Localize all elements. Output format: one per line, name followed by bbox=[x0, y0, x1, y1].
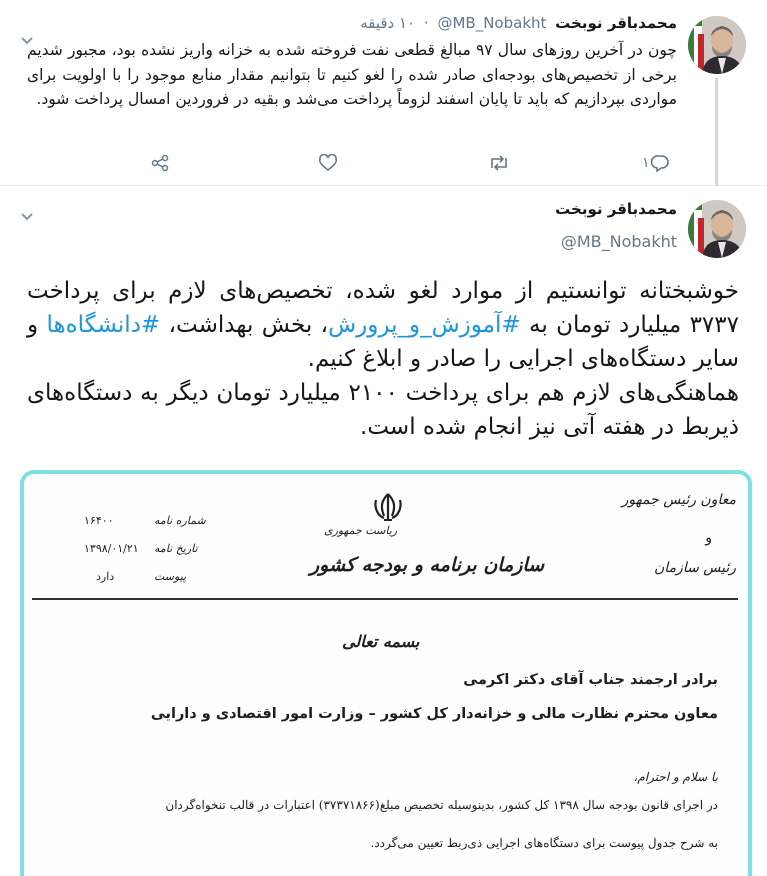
tweet-text-part: هماهنگی‌های لازم هم برای پرداخت ۲۱۰۰ میلیارد تومان دیگر به دستگاه‌های ذیربط در هفته آتی نیز انجام شده است. bbox=[27, 380, 739, 440]
reply-count: ۱ bbox=[642, 155, 650, 171]
tweet-text-part: خوشبختانه توانستیم از موارد لغو شده، تخصیص‌های لازم برای پرداخت ۳۷۳۷ میلیارد تومان به bbox=[27, 278, 739, 338]
like-icon bbox=[318, 154, 338, 172]
tweet-text-part: ، بخش بهداشت، bbox=[160, 312, 329, 338]
like-button[interactable] bbox=[318, 148, 338, 178]
letterhead-organization: سازمان برنامه و بودجه کشور bbox=[310, 554, 545, 576]
retweet-button[interactable] bbox=[488, 148, 510, 178]
caret-down-icon[interactable] bbox=[20, 212, 34, 222]
letter-attachment-value: دارد bbox=[96, 570, 115, 583]
author-name[interactable]: محمدباقر نوبخت bbox=[555, 200, 677, 218]
author-handle[interactable]: @MB_Nobakht bbox=[560, 232, 677, 251]
letterhead-presidency: ریاست جمهوری bbox=[324, 524, 398, 537]
tweet-text: چون در آخرین روزهای سال ۹۷ مبالغ قطعی نفت فروخته شده به خزانه واریز نشده بود، مجبور شدیم برخی از تخصیص‌های بودجه‌ای صادر شده را لغو کنیم تا بتوانیم مقدار منابع موجود را با اولویت برای مواردی بپردازیم که باید تا پایان اسفند لزوماً پرداخت می‌شد و بقیه در فروردین امسال پرداخت شود. bbox=[27, 41, 677, 108]
hashtag-universities[interactable]: #دانشگاه‌ها bbox=[46, 312, 161, 338]
caret-down-icon[interactable] bbox=[20, 36, 34, 46]
letterhead-vice-president: معاون رئیس جمهور bbox=[621, 492, 736, 508]
share-button[interactable] bbox=[150, 148, 170, 178]
reply-icon bbox=[650, 154, 670, 172]
iran-emblem-icon bbox=[372, 492, 404, 522]
letter-bismillah: بسمه تعالی bbox=[342, 632, 420, 651]
separator: · bbox=[423, 14, 429, 32]
tweet-text bbox=[27, 274, 739, 444]
tweet-text-part: و سایر دستگاه‌های اجرایی را صادر و ابلاغ کنیم. bbox=[27, 312, 739, 372]
tweet-header bbox=[360, 14, 677, 32]
avatar-icon bbox=[688, 200, 746, 258]
letter-paragraph: به شرح جدول پیوست برای دستگاه‌های اجرایی ذی‌ربط تعیین می‌گردد. bbox=[370, 836, 718, 850]
share-icon bbox=[150, 154, 170, 172]
letter-number-label: شماره نامه bbox=[154, 514, 206, 527]
avatar[interactable] bbox=[688, 200, 746, 258]
letter-number-value: ۱۶۴۰۰ bbox=[84, 514, 114, 527]
letter-date-label: تاریخ نامه bbox=[154, 542, 198, 555]
avatar-icon bbox=[688, 16, 746, 74]
author-handle[interactable]: @MB_Nobakht bbox=[437, 14, 547, 32]
official-letter bbox=[24, 474, 748, 874]
timestamp[interactable]: ۱۰ دقیقه bbox=[360, 14, 416, 32]
author-name[interactable]: محمدباقر نوبخت bbox=[555, 14, 677, 32]
letter-recipient: برادر ارجمند جناب آقای دکتر اکرمی bbox=[463, 672, 718, 688]
letter-date-value: ۱۳۹۸/۰۱/۲۱ bbox=[84, 542, 139, 555]
letter-recipient-title: معاون محترم نظارت مالی و خزانه‌دار کل کشور – وزارت امور اقتصادی و دارایی bbox=[150, 706, 718, 722]
tweet-previous[interactable] bbox=[0, 0, 767, 186]
retweet-icon bbox=[488, 154, 510, 172]
letter-attachment-label: پیوست bbox=[154, 570, 187, 583]
letter-greeting: با سلام و احترام، bbox=[633, 770, 718, 784]
tweet-actions bbox=[0, 148, 767, 178]
avatar[interactable] bbox=[688, 16, 746, 74]
letter-paragraph: در اجرای قانون بودجه سال ۱۳۹۸ کل کشور، بدینوسیله تخصیص مبلغ(۳۷۳۷۱۸۶۶) اعتبارات در قالب تنخواه‌گردان bbox=[165, 798, 718, 812]
letterhead-divider bbox=[32, 598, 738, 600]
hashtag-education[interactable]: #آموزش_و_پرورش bbox=[328, 312, 521, 338]
letterhead-and: و bbox=[705, 530, 712, 546]
letterhead-head-of-organization: رئیس سازمان bbox=[654, 560, 736, 576]
attached-image[interactable] bbox=[20, 470, 752, 876]
reply-button[interactable] bbox=[640, 148, 670, 178]
